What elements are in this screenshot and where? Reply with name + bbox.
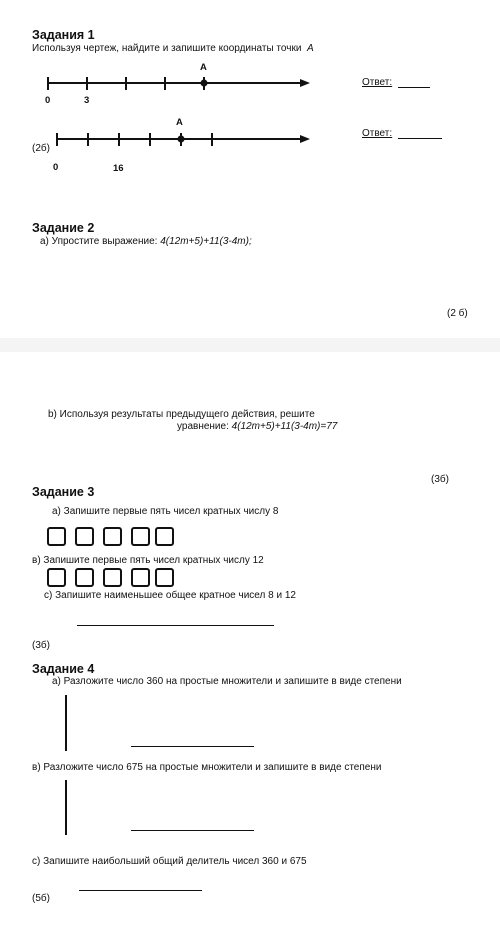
task2-part-b-line1: b) Используя результаты предыдущего действия, решите [48,409,315,420]
factorization-divider [65,695,67,751]
task4-answer-line-b[interactable] [131,830,254,831]
task2-part-b-line2 [177,421,337,432]
task4-part-c: с) Запишите наибольший общий делитель чисел 360 и 675 [32,856,307,867]
answer-box[interactable] [75,568,94,587]
line2-point-label: A [176,117,183,128]
task1-points: (2б) [32,143,50,154]
answer-box[interactable] [155,568,174,587]
answer-box[interactable] [47,527,66,546]
task4-part-b: в) Разложите число 675 на простые множители и запишите в виде степени [32,762,382,773]
task4-title: Задание 4 [32,662,95,676]
factorization-divider [65,780,67,835]
task3-title: Задание 3 [32,485,95,499]
task4-answer-line-a[interactable] [131,746,254,747]
answer-box[interactable] [75,527,94,546]
answer-box[interactable] [47,568,66,587]
task3-points: (3б) [32,640,50,651]
task2-part-b-text: уравнение: [177,421,229,432]
task4-points: (5б) [32,893,50,904]
line1-answer-label: Ответ: [362,77,393,88]
task4-part-a: а) Разложите число 360 на простые множители и запишите в виде степени [52,676,402,687]
line1-point-label: A [200,62,207,73]
line2-answer-blank[interactable] [398,138,442,139]
answer-box[interactable] [131,568,150,587]
line1-label-three: 3 [84,95,90,106]
task2-title: Задание 2 [32,221,95,235]
task4-answer-line-c[interactable] [79,890,202,891]
task2-part-a-expression: 4(12m+5)+11(3-4m); [160,236,252,247]
task1-title: Задания 1 [32,28,95,42]
line1-label-zero: 0 [45,95,51,106]
task3-answer-line[interactable] [77,625,274,626]
worksheet-page-1 [0,0,500,338]
answer-box[interactable] [155,527,174,546]
answer-box[interactable] [103,568,122,587]
task3-part-b: в) Запишите первые пять чисел кратных числу 12 [32,555,264,566]
task1-point-name: A [306,43,314,54]
line2-label-sixteen: 16 [113,163,124,174]
task2-points-a: (2 б) [447,308,468,319]
worksheet-page-2 [0,352,500,942]
answer-box[interactable] [131,527,150,546]
task2-points-b: (3б) [431,474,449,485]
number-line-2 [0,0,500,338]
task2-part-a-text: а) Упростите выражение: [40,236,158,247]
answer-box[interactable] [103,527,122,546]
task2-part-b-expression: 4(12m+5)+11(3-4m)=77 [231,421,338,432]
task3-part-c: с) Запишите наименьшее общее кратное чисел 8 и 12 [44,590,296,601]
task2-part-a [40,236,252,247]
task1-instruction-text: Используя чертеж, найдите и запишите координаты точки [32,43,302,54]
line2-answer-label: Ответ: [362,128,393,139]
task3-part-a: а) Запишите первые пять чисел кратных числу 8 [52,506,279,517]
line2-label-zero: 0 [53,162,59,173]
